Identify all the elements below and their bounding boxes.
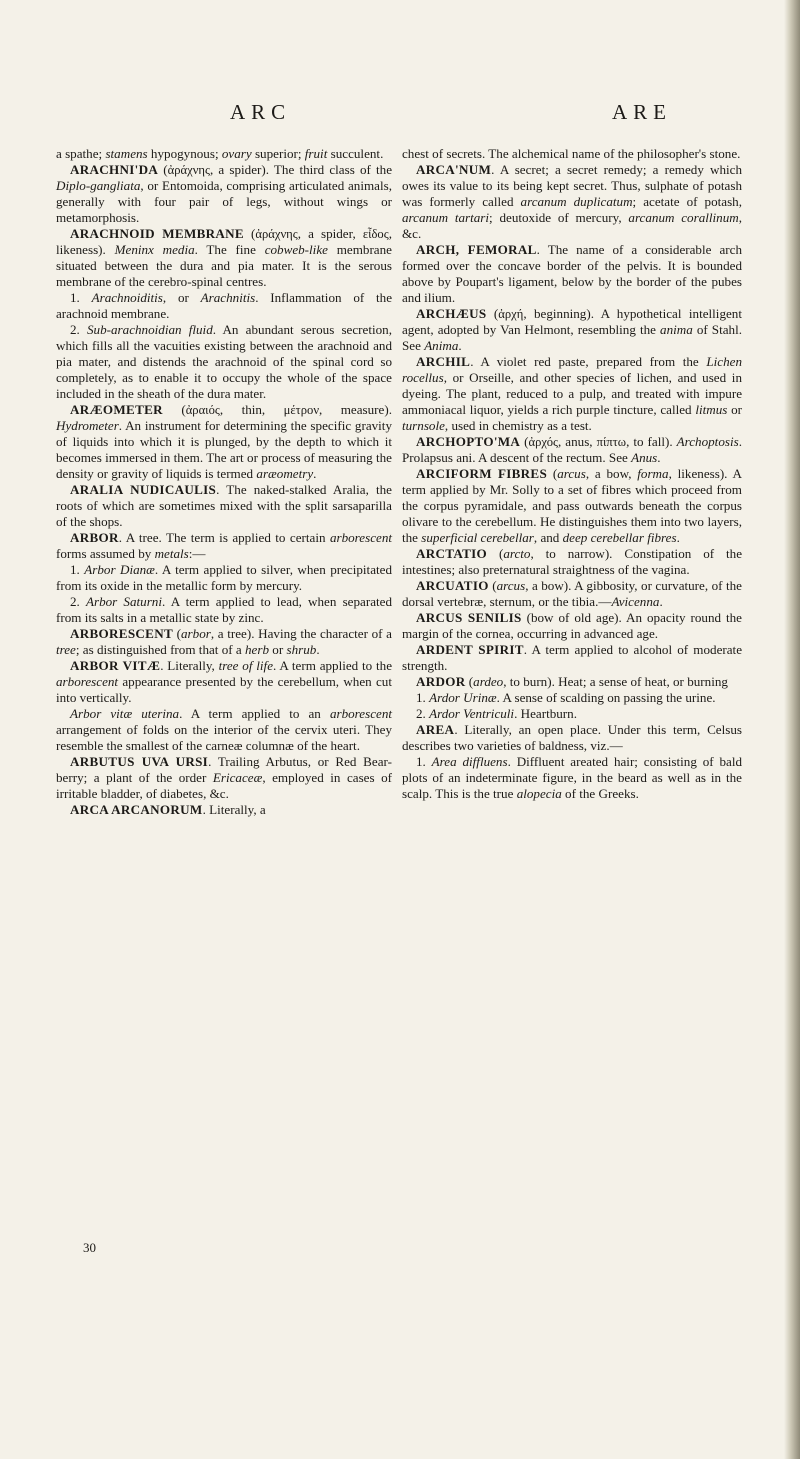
running-head-right: ARE: [612, 100, 672, 124]
page-edge-shadow: [784, 0, 800, 1459]
dictionary-entry: ARACHNI'DA (ἀράχνης, a spider). The third class of the Diplo-gangliata, or Entomoida, comprising articulated animals, generally with four pair of legs, without wings or metamorphosis.: [56, 162, 393, 225]
dictionary-entry: ARCA'NUM. A secret; a secret remedy; a remedy which owes its value to its being kept secret. Thus, sulphate of potash was formerly called arcanum duplicatum; acetate of potash, arcanum tartari; deutoxide of mercury, arcanum corallinum, &c.: [402, 162, 742, 241]
dictionary-entry: ARCA ARCANORUM. Literally, a: [70, 802, 266, 817]
left-column: [56, 146, 392, 818]
dictionary-entry: ARCHÆUS (ἀρχή, beginning). A hypothetical intelligent agent, adopted by Van Helmont, resembling the anima of Stahl. See Anima.: [402, 306, 742, 353]
dictionary-entry: ARACHNOID MEMBRANE (ἀράχνης, a spider, εἶδος, likeness). Meninx media. The fine cobweb-like membrane situated between the dura and pia mater. It is the serous membrane of the cerebro-spinal centres.: [56, 226, 392, 289]
dictionary-entry: ARÆOMETER (ἀραιός, thin, μέτρον, measure). Hydrometer. An instrument for determining the specific gravity of liquids into which it is plunged, by the depth to which it becomes immersed in them. The art or process of measuring the density or gravity of liquids is termed aræometry.: [56, 402, 392, 481]
dictionary-entry: ARCHOPTO'MA (ἀρχός, anus, πίπτω, to fall). Archoptosis. Prolapsus ani. A descent of the rectum. See Anus.: [402, 434, 742, 465]
dictionary-entry: ARCTATIO (arcto, to narrow). Constipation of the intestines; also preternatural straightness of the vagina.: [402, 546, 743, 577]
dictionary-entry: 1. Area diffluens. Diffluent areated hair; consisting of bald plots of an indeterminate figure, in the beard as well as in the scalp. This is the true alopecia of the Greeks.: [402, 754, 743, 801]
dictionary-entry: ARBUTUS UVA URSI. Trailing Arbutus, or Red Bear-berry; a plant of the order Ericaceæ, employed in cases of irritable bladder, of diabetes, &c.: [56, 754, 393, 801]
dictionary-entry: ARCIFORM FIBRES (arcus, a bow, forma, likeness). A term applied by Mr. Solly to a set of fibres which proceed from the corpus pyramidale, and pass outwards beneath the corpus olivare to the cerebellum. He distinguishes them into two layers, the superficial cerebellar, and deep cerebellar fibres.: [402, 466, 742, 545]
dictionary-entry: 2. Sub-arachnoidian fluid. An abundant serous secretion, which fills all the vacuities existing between the arachnoid and pia mater, and distends the arachnoid of the spinal cord so completely, as to enable it to occupy the whole of the space included in the sheath of the dura mater.: [56, 322, 392, 401]
dictionary-entry: ARCUATIO (arcus, a bow). A gibbosity, or curvature, of the dorsal vertebræ, sternum, or the tibia.—Avicenna.: [402, 578, 742, 609]
right-column: [402, 146, 742, 802]
running-head-left: ARC: [230, 100, 292, 124]
dictionary-entry: ARALIA NUDICAULIS. The naked-stalked Aralia, the roots of which are sometimes mixed with the split sarsaparilla of the shops.: [56, 482, 392, 529]
dictionary-entry: ARDOR (ardeo, to burn). Heat; a sense of heat, or burning: [416, 674, 728, 689]
dictionary-entry: ARBOR. A tree. The term is applied to certain arborescent forms assumed by metals:—: [56, 530, 392, 561]
dictionary-entry: 1. Ardor Urinæ. A sense of scalding on passing the urine.: [416, 690, 716, 705]
dictionary-entry: ARCHIL. A violet red paste, prepared from the Lichen rocellus, or Orseille, and other species of lichen, and used in dyeing. The plant, reduced to a pulp, and treated with impure ammoniacal liquor, yields a rich purple tincture, called litmus or turnsole, used in chemistry as a test.: [402, 354, 742, 433]
dictionary-entry: 1. Arbor Dianæ. A term applied to silver, when precipitated from its oxide in the metallic form by mercury.: [56, 562, 393, 593]
dictionary-entry: a spathe; stamens hypogynous; ovary superior; fruit succulent.: [56, 146, 384, 161]
dictionary-entry: Arbor vitæ uterina. A term applied to an arborescent arrangement of folds on the interior of the cervix uteri. They resemble the smallest of the carneæ columnæ of the heart.: [56, 706, 392, 753]
dictionary-entry: ARDENT SPIRIT. A term applied to alcohol of moderate strength.: [402, 642, 743, 673]
dictionary-entry: 1. Arachnoiditis, or Arachnitis. Inflammation of the arachnoid membrane.: [56, 290, 393, 321]
dictionary-entry: ARCH, FEMORAL. The name of a considerable arch formed over the concave border of the pelvis. It is bounded above by Poupart's ligament, below by the border of the pubes and ilium.: [402, 242, 742, 305]
dictionary-entry: chest of secrets. The alchemical name of the philosopher's stone.: [402, 146, 741, 161]
dictionary-entry: 2. Ardor Ventriculi. Heartburn.: [416, 706, 577, 721]
dictionary-entry: ARBOR VITÆ. Literally, tree of life. A term applied to the arborescent appearance presented by the cerebellum, when cut into vertically.: [56, 658, 393, 705]
dictionary-entry: ARBORESCENT (arbor, a tree). Having the character of a tree; as distinguished from that of a herb or shrub.: [56, 626, 392, 657]
dictionary-entry: 2. Arbor Saturni. A term applied to lead, when separated from its salts in a metallic state by zinc.: [56, 594, 393, 625]
page-number: 30: [83, 1240, 96, 1255]
dictionary-entry: AREA. Literally, an open place. Under this term, Celsus describes two varieties of baldness, viz.—: [402, 722, 742, 753]
dictionary-entry: ARCUS SENILIS (bow of old age). An opacity round the margin of the cornea, occurring in advanced age.: [402, 610, 742, 641]
